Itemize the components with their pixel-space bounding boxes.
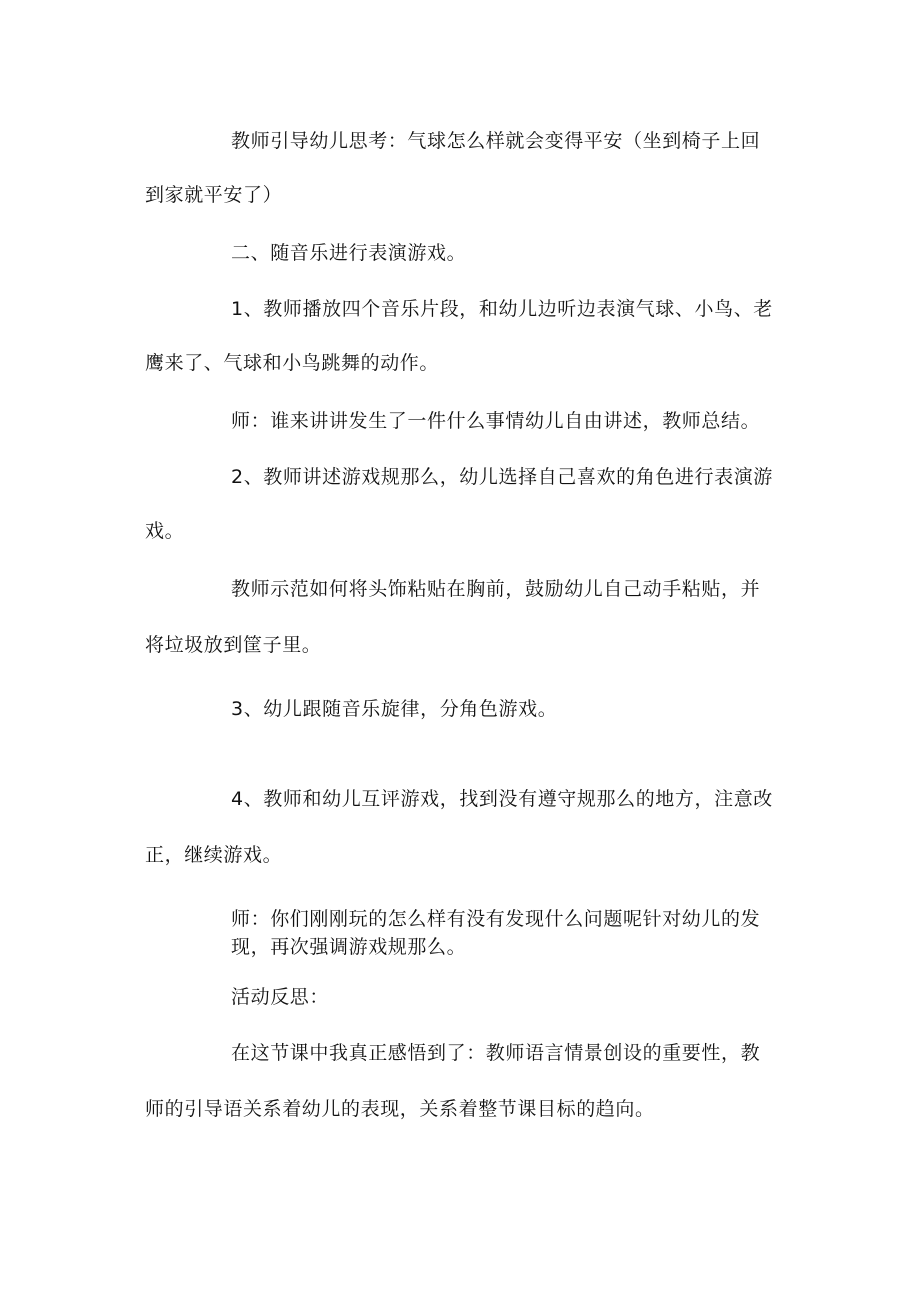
text-line: 鹰来了、气球和小鸟跳舞的动作。 [145,352,440,374]
text-line: 教师引导幼儿思考：气球怎么样就会变得平安（坐到椅子上回 [231,130,761,152]
text-line: 4、教师和幼儿互评游戏，找到没有遵守规那么的地方，注意改 [231,788,773,810]
text-line: 教师示范如何将头饰粘贴在胸前，鼓励幼儿自己动手粘贴，并 [231,578,761,600]
text-line: 将垃圾放到筐子里。 [145,634,322,656]
text-line: 二、随音乐进行表演游戏。 [231,242,467,264]
text-line: 2、教师讲述游戏规那么，幼儿选择自己喜欢的角色进行表演游 [231,466,773,488]
text-line: 师：你们刚刚玩的怎么样有没有发现什么问题呢针对幼儿的发 [231,908,761,930]
text-line: 在这节课中我真正感悟到了：教师语言情景创设的重要性，教 [231,1042,761,1064]
text-line: 1、教师播放四个音乐片段，和幼儿边听边表演气球、小鸟、老 [231,298,773,320]
text-line: 正，继续游戏。 [145,844,283,866]
text-line: 3、幼儿跟随音乐旋律，分角色游戏。 [231,698,558,720]
text-line: 活动反思： [231,986,330,1008]
text-line: 戏。 [145,520,185,542]
text-line: 现，再次强调游戏规那么。 [231,936,467,958]
text-line: 到家就平安了） [145,184,283,206]
text-line: 师：谁来讲讲发生了一件什么事情幼儿自由讲述，教师总结。 [231,410,761,432]
text-line: 师的引导语关系着幼儿的表现，关系着整节课目标的趋向。 [145,1098,655,1120]
